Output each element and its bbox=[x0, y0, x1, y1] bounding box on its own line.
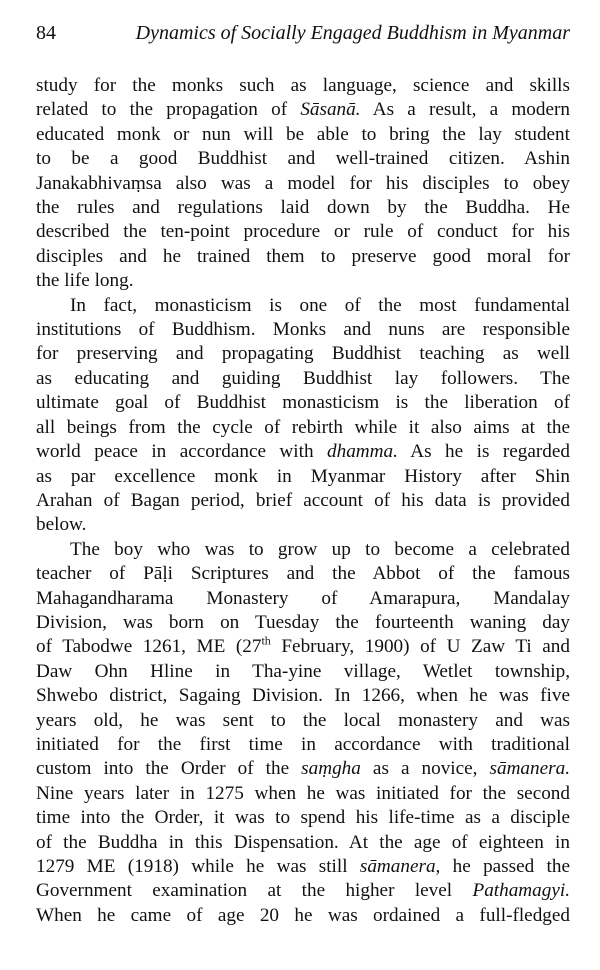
page-number: 84 bbox=[36, 22, 56, 44]
text-segment: The boy who was to grow up to become a celebrated bbox=[70, 538, 570, 560]
text-line bbox=[36, 465, 570, 489]
text-segment: Nine years later in 1275 when he was initiated for the second bbox=[36, 782, 570, 804]
text-segment: teacher of Pāḷi Scriptures and the Abbot of the famous bbox=[36, 563, 570, 585]
text-line bbox=[36, 538, 570, 562]
text-segment: described the ten-point procedure or rule of conduct for his bbox=[36, 221, 570, 243]
body-text bbox=[36, 74, 570, 928]
italic-term: sāmanera, bbox=[359, 856, 441, 877]
italic-term: Sāsanā. bbox=[300, 99, 361, 121]
text-segment: to be a good Buddhist and well-trained citizen. Ashin bbox=[36, 148, 570, 170]
text-segment: Mahagandharama Monastery of Amarapura, Mandalay bbox=[36, 587, 570, 609]
text-line bbox=[36, 318, 570, 342]
text-line bbox=[36, 684, 570, 708]
text-segment: Government examination at the higher level bbox=[36, 880, 473, 902]
text-line bbox=[36, 245, 570, 269]
text-segment: Division, was born on Tuesday the fourteenth waning day bbox=[36, 611, 570, 633]
text-line bbox=[36, 587, 570, 611]
text-segment: disciples and he trained them to preserve good moral for bbox=[36, 245, 570, 267]
text-segment: Shwebo district, Sagaing Division. In 1266, when he was five bbox=[36, 685, 570, 707]
text-segment: related to the propagation of bbox=[36, 99, 301, 121]
text-segment: as a novice, bbox=[360, 758, 490, 780]
running-title: Dynamics of Socially Engaged Buddhism in Myanmar bbox=[135, 22, 570, 44]
text-line bbox=[36, 391, 570, 415]
text-line bbox=[36, 123, 570, 147]
text-line bbox=[36, 342, 570, 366]
text-line bbox=[36, 489, 570, 513]
text-segment: time into the Order, it was to spend his life-time as a disciple bbox=[36, 807, 570, 829]
text-line bbox=[36, 98, 570, 122]
text-line bbox=[36, 172, 570, 196]
text-segment: he passed the bbox=[440, 856, 570, 877]
italic-term: saṃgha bbox=[301, 758, 361, 780]
text-segment: as educating and guiding Buddhist lay followers. The bbox=[36, 367, 570, 389]
text-segment: custom into the Order of the bbox=[36, 758, 302, 780]
text-segment: the life long. bbox=[36, 270, 134, 292]
text-segment: institutions of Buddhism. Monks and nuns are responsible bbox=[36, 319, 570, 341]
paragraph bbox=[36, 294, 570, 538]
text-segment: the rules and regulations laid down by the Buddha. He bbox=[36, 197, 570, 219]
text-line bbox=[36, 269, 570, 293]
text-segment: Daw Ohn Hline in Tha-yine village, Wetlet township, bbox=[36, 660, 570, 682]
text-line bbox=[36, 855, 570, 879]
text-line bbox=[36, 562, 570, 586]
running-header bbox=[36, 22, 570, 52]
text-line bbox=[36, 220, 570, 244]
text-line bbox=[36, 367, 570, 391]
text-segment: as par excellence monk in Myanmar History after Shin bbox=[36, 465, 570, 487]
text-segment: for preserving and propagating Buddhist teaching as well bbox=[36, 343, 570, 365]
text-segment: all beings from the cycle of rebirth while it also aims at the bbox=[36, 416, 570, 438]
text-segment: below. bbox=[36, 514, 87, 536]
text-line bbox=[36, 74, 570, 98]
text-line bbox=[36, 831, 570, 855]
text-line bbox=[36, 635, 570, 659]
text-segment: world peace in accordance with bbox=[36, 441, 327, 463]
text-line bbox=[36, 294, 570, 318]
paragraph bbox=[36, 74, 570, 294]
text-line bbox=[36, 904, 570, 928]
text-segment: initiated for the first time in accordance with traditional bbox=[36, 733, 570, 755]
text-segment: ultimate goal of Buddhist monasticism is the liberation of bbox=[36, 392, 570, 414]
text-segment: In fact, monasticism is one of the most fundamental bbox=[70, 294, 570, 316]
text-segment: years old, he was sent to the local monastery and was bbox=[36, 709, 570, 731]
italic-term: dhamma. bbox=[327, 441, 398, 463]
text-line bbox=[36, 757, 570, 781]
text-line bbox=[36, 440, 570, 464]
text-segment: 1279 ME (1918) while he was still bbox=[36, 856, 360, 877]
text-line bbox=[36, 879, 570, 903]
text-line bbox=[36, 416, 570, 440]
ordinal-suffix: th bbox=[261, 633, 271, 648]
text-line bbox=[36, 733, 570, 757]
text-segment: As a result, a modern bbox=[360, 99, 570, 121]
text-line bbox=[36, 513, 570, 537]
text-line bbox=[36, 196, 570, 220]
text-segment: of Tabodwe 1261, ME (27 bbox=[36, 636, 262, 658]
text-line bbox=[36, 660, 570, 684]
text-segment: As he is regarded bbox=[397, 441, 570, 463]
paragraph bbox=[36, 538, 570, 929]
text-line bbox=[36, 782, 570, 806]
text-segment: Arahan of Bagan period, brief account of his data is provided bbox=[36, 489, 570, 511]
text-segment: When he came of age 20 he was ordained a full-fledged bbox=[36, 904, 570, 926]
text-line bbox=[36, 147, 570, 171]
italic-term: Pathamagyi. bbox=[472, 880, 570, 902]
text-segment: educated monk or nun will be able to bring the lay student bbox=[36, 123, 570, 145]
text-line bbox=[36, 709, 570, 733]
italic-term: sāmanera. bbox=[489, 758, 570, 780]
text-segment: of the Buddha in this Dispensation. At the age of eighteen in bbox=[36, 831, 570, 853]
text-segment: February, 1900) of U Zaw Ti and bbox=[270, 636, 570, 658]
text-line bbox=[36, 611, 570, 635]
text-segment: study for the monks such as language, science and skills bbox=[36, 75, 570, 96]
text-segment: Janakabhivaṃsa also was a model for his disciples to obey bbox=[36, 172, 570, 194]
text-line bbox=[36, 806, 570, 830]
